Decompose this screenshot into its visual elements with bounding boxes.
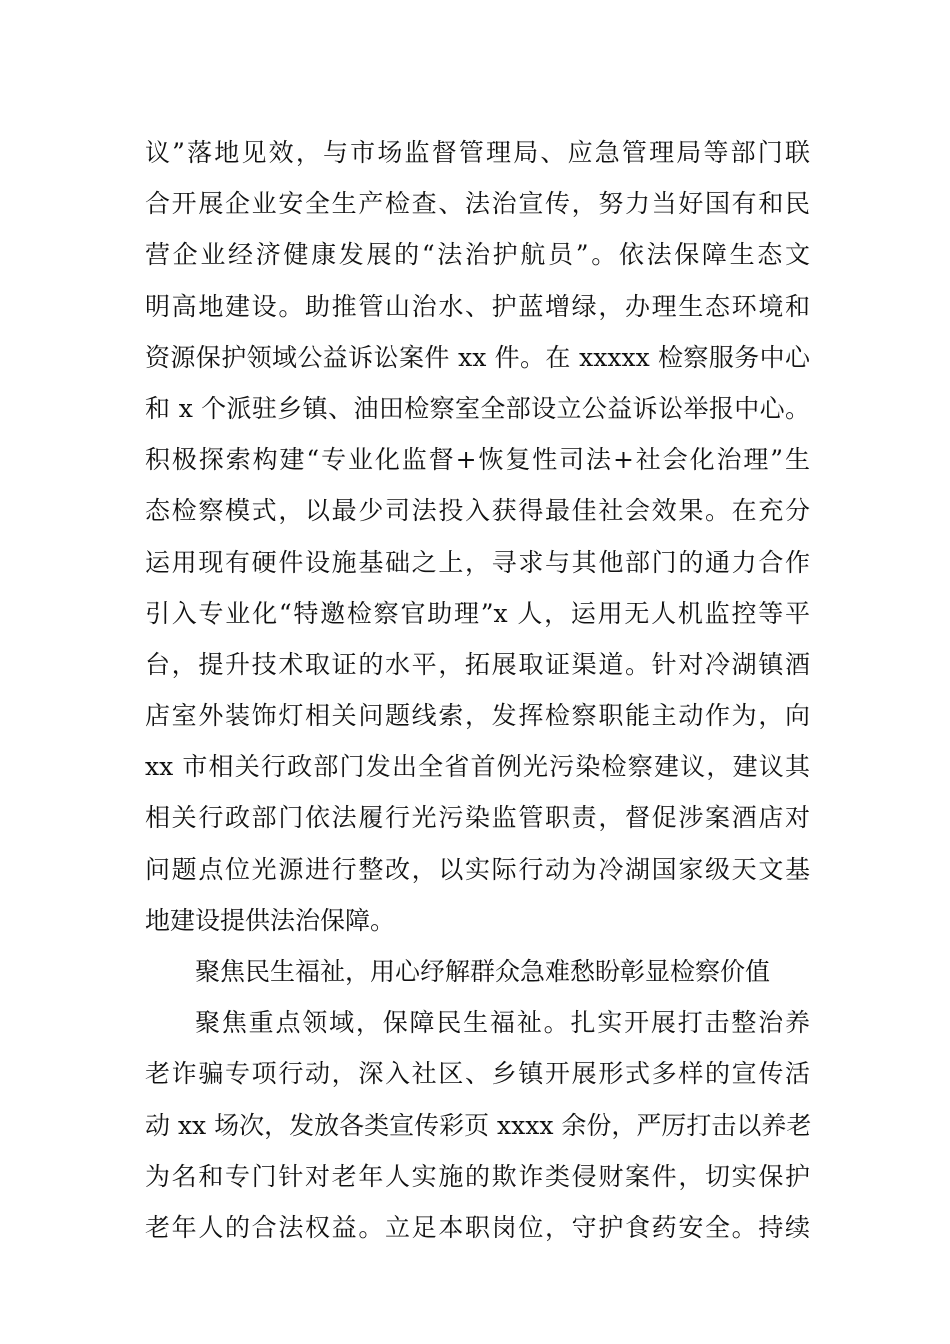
paragraph-first-line: 聚焦重点领域，保障民生福祉。扎实开展打击整治养 xyxy=(195,1008,810,1038)
text-line: 合开展企业安全生产检查、法治宣传，努力当好国有和民 xyxy=(145,189,810,219)
text-line: xx 市相关行政部门发出全省首例光污染检察建议，建议其 xyxy=(145,752,810,782)
text-line: 运用现有硬件设施基础之上，寻求与其他部门的通力合作 xyxy=(145,547,810,577)
text-line: 和 x 个派驻乡镇、油田检察室全部设立公益诉讼举报中心。 xyxy=(145,393,810,423)
text-line: 为名和专门针对老年人实施的欺诈类侵财案件，切实保护 xyxy=(145,1161,810,1191)
text-line: 老年人的合法权益。立足本职岗位，守护食药安全。持续 xyxy=(145,1212,810,1242)
section-heading: 聚焦民生福祉，用心纾解群众急难愁盼彰显检察价值 xyxy=(195,957,771,986)
text-line: 相关行政部门依法履行光污染监管职责，督促涉案酒店对 xyxy=(145,803,810,833)
text-line: 店室外装饰灯相关问题线索，发挥检察职能主动作为，向 xyxy=(145,701,810,731)
text-line: 老诈骗专项行动，深入社区、乡镇开展形式多样的宣传活 xyxy=(145,1059,810,1089)
text-line: 营企业经济健康发展的“法治护航员”。依法保障生态文 xyxy=(145,240,810,270)
text-line: 引入专业化“特邀检察官助理”x 人，运用无人机监控等平 xyxy=(145,598,810,628)
text-line: 积极探索构建“专业化监督+恢复性司法+社会化治理”生 xyxy=(145,445,810,475)
text-line: 态检察模式，以最少司法投入获得最佳社会效果。在充分 xyxy=(145,496,810,526)
text-line: 资源保护领域公益诉讼案件 xx 件。在 xxxxx 检察服务中心 xyxy=(145,342,810,372)
text-line: 动 xx 场次，发放各类宣传彩页 xxxx 余份，严厉打击以养老 xyxy=(145,1110,812,1140)
text-line: 问题点位光源进行整改，以实际行动为冷湖国家级天文基 xyxy=(145,854,810,884)
text-line: 明高地建设。助推管山治水、护蓝增绿，办理生态环境和 xyxy=(145,291,810,321)
body-text xyxy=(145,127,810,1253)
text-line: 地建设提供法治保障。 xyxy=(145,905,396,935)
text-line: 议”落地见效，与市场监督管理局、应急管理局等部门联 xyxy=(145,138,810,167)
text-line: 台，提升技术取证的水平，拓展取证渠道。针对冷湖镇酒 xyxy=(145,649,810,679)
